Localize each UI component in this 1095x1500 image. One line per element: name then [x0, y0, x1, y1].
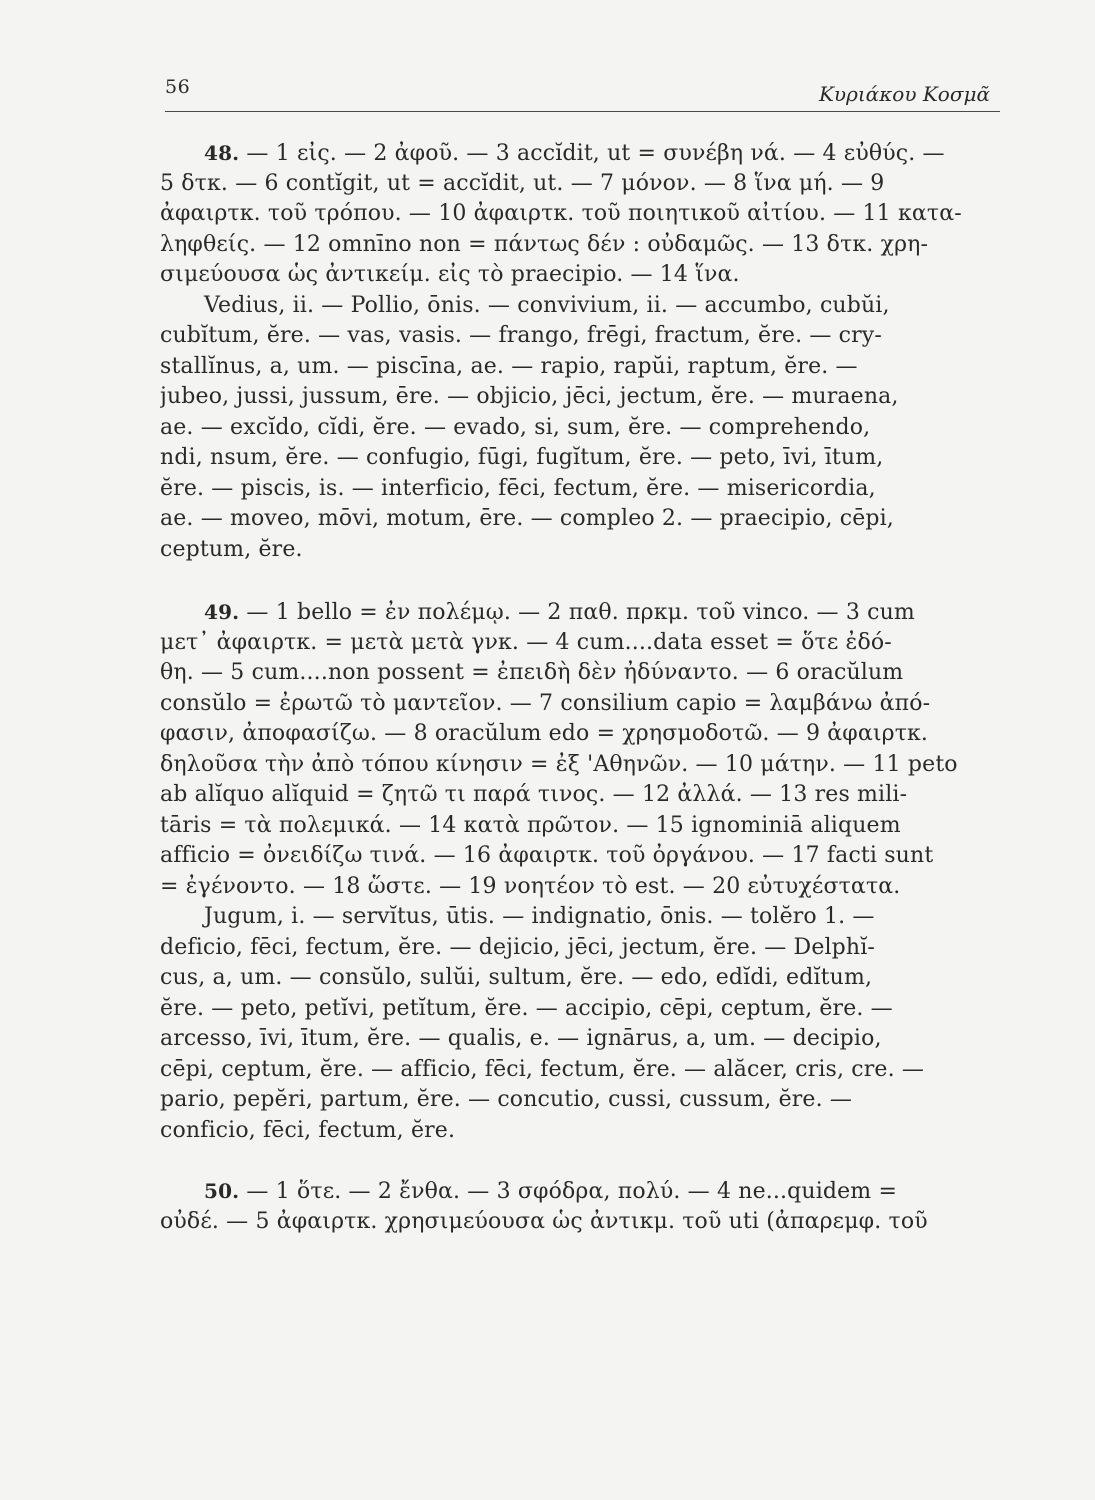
section-line: 5 δτκ. — 6 contĭgit, ut = accĭdit, ut. — 7 μόνον. — 8 ἵνα μή. — 9 [160, 170, 885, 196]
section-number: 49. [204, 600, 240, 624]
section-48-first-line [160, 138, 995, 169]
section-line: ἀφαιρτκ. τοῦ τρόπου. — 10 ἀφαιρτκ. τοῦ ποιητικοῦ αἰτίου. — 11 κατα- [160, 201, 962, 226]
page-number: 56 [165, 76, 191, 98]
section-line: οὐδέ. — 5 ἀφαιρτκ. χρησιμεύουσα ὡς ἀντικμ. τοῦ uti (ἀπαρεμφ. τοῦ [160, 1208, 928, 1234]
body-text [160, 138, 995, 1237]
section-line: φασιν, ἀποφασίζω. — 8 oracŭlum edo = χρησμοδοτῶ. — 9 ἀφαιρτκ. [160, 721, 929, 746]
section-49-first-line [160, 597, 995, 628]
section-line: σιμεύουσα ὡς ἀντικείμ. εἰς τὸ praecipio. — 14 ἵνα. [160, 262, 740, 287]
vocab-line: ndi, nsum, ĕre. — confugio, fūgi, fugĭtum, ĕre. — peto, īvi, ītum, [160, 445, 884, 470]
vocab-line: stallĭnus, a, um. — piscīna, ae. — rapio, rapŭi, raptum, ĕre. — [160, 353, 858, 379]
section-50-first-line [160, 1176, 995, 1207]
section-line: ab alĭquo alĭquid = ζητῶ τι παρά τινος. — 12 ἀλλά. — 13 res mili- [160, 782, 908, 807]
running-head [165, 76, 990, 108]
vocab-line: deficio, fēci, fectum, ĕre. — dejicio, jēci, jectum, ĕre. — Delphĭ- [160, 934, 876, 960]
vocab-line: ĕre. — peto, petĭvi, petĭtum, ĕre. — accipio, cēpi, ceptum, ĕre. — [160, 995, 893, 1021]
vocab-line: cus, a, um. — consŭlo, sulŭi, sultum, ĕre. — edo, edĭdi, edĭtum, [160, 965, 873, 990]
section-number: 50. [204, 1179, 240, 1203]
section-line: = ἐγένοντο. — 18 ὥστε. — 19 νοητέον τὸ est. — 20 εὐτυχέστατα. [160, 873, 901, 899]
section-line: afficio = ὀνειδίζω τινά. — 16 ἀφαιρτκ. τοῦ ὀργάνου. — 17 facti sunt [160, 843, 934, 868]
vocab-line: ae. — excĭdo, cĭdi, ĕre. — evado, si, sum, ĕre. — comprehendo, [160, 414, 871, 440]
vocab-line: cubĭtum, ĕre. — vas, vasis. — frango, frēgi, fractum, ĕre. — cry- [160, 323, 882, 348]
vocab-line: Jugum, i. — servĭtus, ūtis. — indignatio, ōnis. — tolĕro 1. — [204, 904, 875, 929]
section-gap [160, 1146, 995, 1176]
section-line: consŭlo = ἐρωτῶ τὸ μαντεῖον. — 7 consilium capio = λαμβάνω ἀπό- [160, 690, 931, 716]
vocab-line: ĕre. — piscis, is. — interficio, fēci, fectum, ĕre. — misericordia, [160, 475, 876, 501]
section-number: 48. [204, 141, 240, 165]
vocab-line: cēpi, ceptum, ĕre. — afficio, fēci, fectum, ĕre. — alăcer, cris, cre. — [160, 1056, 925, 1082]
header-rule [165, 111, 1000, 112]
section-line: tāris = τὰ πολεμικά. — 14 κατὰ πρῶτον. — 15 ignominiā aliquem [160, 812, 901, 838]
vocab-line: Vedius, ii. — Pollio, ōnis. — convivium, ii. — accumbo, cubŭi, [204, 292, 890, 318]
vocab-line: conficio, fēci, fectum, ĕre. [160, 1117, 456, 1143]
vocab-line: ceptum, ĕre. [160, 536, 303, 562]
section-line: θη. — 5 cum....non possent = ἐπειδὴ δὲν ἠδύναντο. — 6 oracŭlum [160, 660, 904, 685]
section-line: μετ᾽ ἀφαιρτκ. = μετὰ μετὰ γνκ. — 4 cum....data esset = ὅτε ἐδό- [160, 629, 892, 655]
vocab-line: pario, pepĕri, partum, ĕre. — concutio, cussi, cussum, ĕre. — [160, 1087, 853, 1112]
section-line: — 1 bello = ἐν πολέμῳ. — 2 παθ. πρκμ. τοῦ vinco. — 3 cum [246, 600, 915, 625]
section-gap [160, 565, 995, 597]
section-line: δηλοῦσα τὴν ἀπὸ τόπου κίνησιν = ἐξ 'Αθηνῶν. — 10 μάτην. — 11 peto [160, 751, 958, 777]
section-line: ληφθείς. — 12 omnīno non = πάντως δέν : οὐδαμῶς. — 13 δτκ. χρη- [160, 231, 929, 257]
vocab-line: ae. — moveo, mōvi, motum, ēre. — compleo 2. — praecipio, cēpi, [160, 506, 894, 531]
section-line: — 1 εἰς. — 2 ἀφοῦ. — 3 accĭdit, ut = συνέβη νά. — 4 εὐθύς. — [246, 141, 945, 166]
running-title: Κυριάκου Κοσμᾶ [818, 82, 990, 106]
vocab-line: jubeo, jussi, jussum, ēre. — objicio, jēci, jectum, ĕre. — muraena, [160, 384, 899, 409]
section-line: — 1 ὅτε. — 2 ἔνθα. — 3 σφόδρα, πολύ. — 4 ne...quidem = [246, 1179, 898, 1204]
vocab-line: arcesso, īvi, ītum, ĕre. — qualis, e. — ignārus, a, um. — decipio, [160, 1026, 882, 1051]
